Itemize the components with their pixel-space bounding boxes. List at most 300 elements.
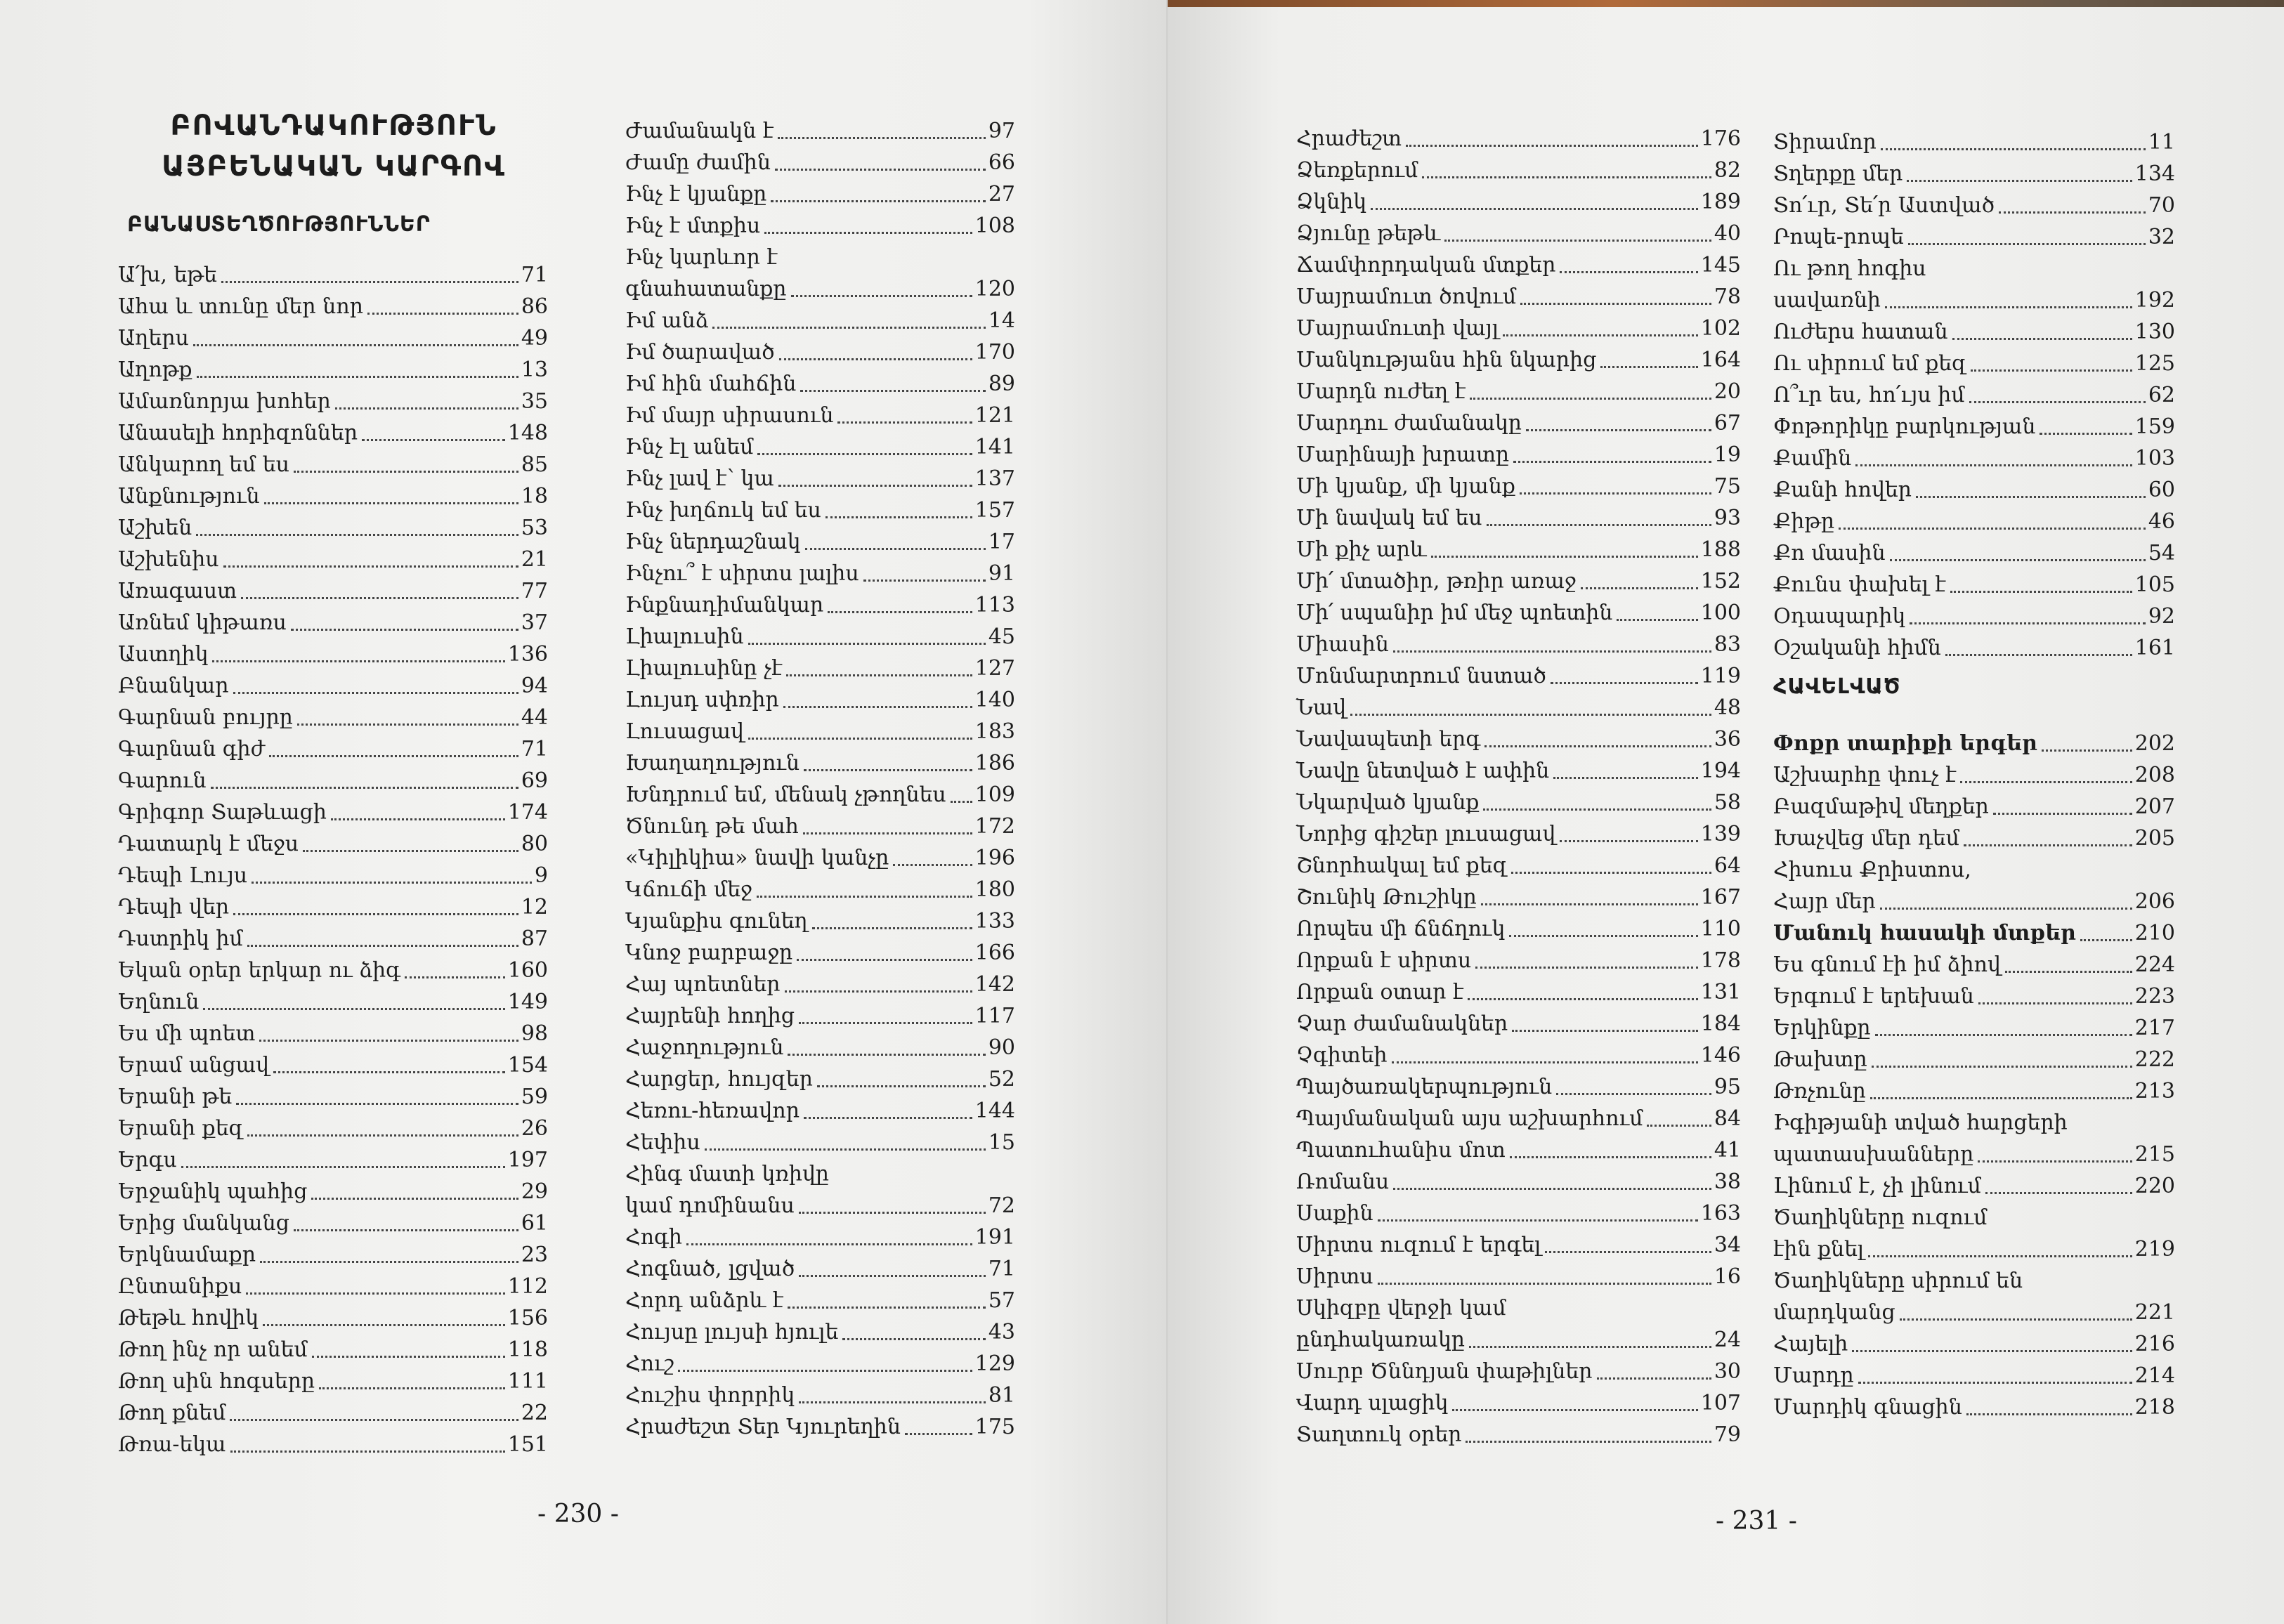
toc-entry	[118, 1049, 548, 1081]
dot-leader	[1868, 1255, 2132, 1257]
entry-title: Երամ անցավ	[118, 1053, 269, 1078]
dot-leader	[1553, 777, 1698, 779]
entry-title: Մարինայի խրատը	[1296, 443, 1510, 467]
entry-page: 92	[2148, 604, 2175, 629]
entry-title: Երանի թե	[118, 1085, 233, 1109]
entry-page: 75	[1714, 474, 1741, 499]
entry-page: 70	[2148, 193, 2175, 218]
entry-title: Հրաժեշտ	[1296, 126, 1402, 151]
entry-title: Սիրտս	[1296, 1264, 1373, 1289]
entry-title: Ժամը ժամին	[625, 150, 771, 175]
entry-title: Ահա և տունը մեր նոր	[118, 294, 363, 319]
entry-title: Գրիգոր Տաթևացի	[118, 800, 327, 825]
dot-leader	[1852, 1350, 2132, 1352]
entry-page: 80	[521, 832, 548, 856]
entry-title: Շունիկ Թուշիկը	[1296, 885, 1477, 910]
entry-page: 174	[507, 800, 548, 825]
dot-leader	[1422, 176, 1711, 178]
entry-page: 17	[988, 530, 1015, 554]
entry-title: Կնոջ բարբաջը	[625, 941, 793, 965]
toc-entry	[118, 449, 548, 480]
entry-page: 159	[2134, 414, 2175, 439]
entry-page: 45	[988, 624, 1015, 649]
toc-title-line1: ԲՈՎԱՆԴԱԿՈՒԹՅՈՒՆ	[170, 110, 497, 142]
entry-title: Որպես մի ճնճղուկ	[1296, 917, 1506, 941]
dot-leader	[1560, 840, 1697, 842]
toc-entry	[625, 368, 1015, 400]
dot-leader	[842, 1338, 985, 1340]
dot-leader	[1526, 429, 1711, 431]
toc-entry	[118, 322, 548, 354]
dot-leader	[223, 565, 518, 568]
entry-page: 148	[507, 421, 548, 445]
dot-leader	[269, 755, 518, 757]
dot-leader	[1545, 1251, 1711, 1253]
entry-title: Վարդ սլացիկ	[1296, 1391, 1449, 1415]
dot-leader	[1560, 271, 1697, 273]
toc-entry-continuation	[625, 273, 1015, 305]
toc-entry	[118, 480, 548, 512]
dot-leader	[1908, 243, 2146, 245]
dot-leader	[1393, 1188, 1711, 1190]
entry-page: 93	[1714, 506, 1741, 530]
toc-entry	[625, 463, 1015, 495]
entry-page: 84	[1714, 1106, 1741, 1131]
entry-title: Շնորհակալ եմ քեզ	[1296, 853, 1508, 878]
dot-leader	[1581, 587, 1698, 589]
entry-title: «Կիլիկիա» նավի կանչը	[625, 846, 889, 870]
entry-page: 64	[1714, 853, 1741, 878]
entry-page: 151	[507, 1432, 548, 1457]
entry-title: Երջանիկ պահից	[118, 1179, 308, 1204]
entry-page: 157	[974, 498, 1015, 523]
entry-title: Գարուն	[118, 768, 207, 793]
entry-title: Իմ ծարաված	[625, 340, 775, 365]
dot-leader	[259, 1040, 518, 1042]
entry-page: 100	[1700, 601, 1741, 625]
dot-leader	[804, 769, 972, 771]
dot-leader	[1872, 1066, 2132, 1068]
entry-page: 214	[2134, 1363, 2175, 1388]
entry-title: Ճամփորդական մտքեր	[1296, 253, 1556, 277]
entry-title: Կյանքիս գունեղ	[625, 909, 808, 934]
toc-entry	[1296, 976, 1741, 1008]
toc-entry	[1773, 1265, 2175, 1297]
toc-entry	[1773, 949, 2175, 981]
toc-entry	[1773, 632, 2175, 664]
entry-page: 78	[1714, 284, 1741, 309]
toc-entry	[1773, 316, 2175, 348]
entry-title: Մայրամուտի վայլ	[1296, 316, 1499, 341]
toc-entry	[118, 291, 548, 322]
entry-page: 97	[988, 119, 1015, 143]
toc-entry-continuation	[1773, 1297, 2175, 1328]
dot-leader	[294, 471, 518, 473]
entry-page: 133	[974, 909, 1015, 934]
entry-title: Հեռու-հեռավոր	[625, 1099, 800, 1123]
toc-entry	[1773, 411, 2175, 443]
entry-title: Թռա-եկա	[118, 1432, 226, 1457]
toc-entry	[1773, 1328, 2175, 1360]
toc-entry	[1773, 379, 2175, 411]
toc-entry	[1296, 155, 1741, 186]
entry-page: 142	[974, 972, 1015, 997]
entry-title: Դեպի վեր	[118, 895, 230, 919]
dot-leader	[273, 1071, 505, 1073]
entry-title: Քունս փախել է	[1773, 572, 1946, 597]
toc-entry	[1296, 502, 1741, 534]
dot-leader	[1393, 650, 1711, 653]
entry-page: 95	[1714, 1075, 1741, 1099]
entry-page: 131	[1700, 980, 1741, 1004]
entry-page: 37	[521, 610, 548, 635]
dot-leader	[893, 864, 972, 866]
entry-title: Բնանկար	[118, 674, 229, 698]
entry-title: Մոնմարտրում նստած	[1296, 664, 1546, 688]
entry-page: 172	[974, 814, 1015, 839]
entry-title: Իմ մայր սիրասուն	[625, 403, 834, 428]
entry-page: 13	[521, 358, 548, 382]
toc-entry	[118, 607, 548, 639]
toc-entry	[118, 575, 548, 607]
dot-leader	[297, 723, 518, 726]
entry-title: Ինքնադիմանկար	[625, 593, 824, 617]
entry-title: Ո՞ւր ես, հո՛ւյս իմ	[1773, 383, 1965, 407]
entry-page: 44	[521, 705, 548, 730]
dot-leader	[2042, 749, 2132, 752]
dot-leader	[863, 579, 986, 582]
toc-entry	[118, 544, 548, 575]
entry-page: 154	[507, 1053, 548, 1078]
dot-leader	[196, 534, 518, 536]
dot-leader	[1466, 1441, 1711, 1443]
toc-entry	[625, 874, 1015, 905]
entry-title: Երանի քեզ	[118, 1116, 244, 1141]
toc-entry	[625, 558, 1015, 589]
entry-title: Երկինքը	[1773, 1016, 1871, 1040]
entry-title: Ինչ լավ է՝ կա	[625, 466, 774, 491]
entry-page: 130	[2134, 320, 2175, 344]
dot-leader	[236, 1103, 518, 1105]
dot-leader	[1855, 464, 2132, 466]
entry-page: 178	[1700, 948, 1741, 973]
toc-entry	[625, 589, 1015, 621]
toc-entry	[625, 653, 1015, 684]
dot-leader	[1513, 461, 1711, 463]
toc-entry	[1773, 190, 2175, 221]
dot-leader	[1952, 338, 2132, 340]
dot-leader	[748, 738, 972, 740]
toc-entry	[625, 336, 1015, 368]
dot-leader	[1551, 682, 1698, 684]
dot-leader	[1484, 745, 1711, 747]
entry-page: 197	[507, 1148, 548, 1172]
entry-title: Երկնամաքր	[118, 1243, 256, 1267]
dot-leader	[2005, 971, 2132, 973]
dot-leader	[233, 913, 518, 915]
entry-title: Թեթև հովիկ	[118, 1306, 259, 1330]
entry-page: 205	[2134, 826, 2175, 851]
dot-leader	[788, 1307, 986, 1309]
entry-title: Ամառնորյա խոհեր	[118, 389, 331, 414]
toc-entry	[1296, 1292, 1741, 1324]
dot-leader	[757, 896, 972, 898]
entry-page: 146	[1700, 1043, 1741, 1068]
toc-entry	[1296, 1008, 1741, 1040]
entry-page: 61	[521, 1211, 548, 1236]
dot-leader	[797, 959, 972, 961]
entry-page: 144	[974, 1099, 1015, 1123]
entry-title: Ծաղիկները սիրում են	[1773, 1269, 2023, 1293]
toc-entry	[1773, 917, 2175, 949]
entry-title: Ինչու՞ է սիրտս լալիս	[625, 561, 859, 586]
dot-leader	[247, 945, 518, 947]
dot-leader	[805, 548, 986, 550]
entry-page: 21	[521, 547, 548, 572]
toc-entry	[1296, 281, 1741, 313]
dot-leader	[2080, 939, 2132, 941]
toc-entry	[625, 1000, 1015, 1032]
entry-page: 58	[1714, 790, 1741, 815]
entry-title: Եկան օրեր երկար ու ձիգ	[118, 958, 401, 983]
toc-entry	[118, 512, 548, 544]
dot-leader	[1971, 369, 2132, 372]
entry-page: 79	[1714, 1422, 1741, 1447]
entry-page: 141	[974, 435, 1015, 459]
entry-page: 191	[974, 1225, 1015, 1250]
toc-entry	[118, 1334, 548, 1366]
entry-page: 87	[521, 926, 548, 951]
dot-leader	[260, 1261, 518, 1263]
dot-leader	[788, 1054, 985, 1056]
toc-entry	[1296, 1198, 1741, 1229]
entry-page: 82	[1714, 158, 1741, 183]
toc-entry	[1296, 344, 1741, 376]
dot-leader	[193, 344, 518, 346]
toc-entry	[1773, 253, 2175, 284]
entry-title: Նորից գիշեր լուսացավ	[1296, 822, 1556, 846]
dot-leader	[905, 1433, 972, 1435]
entry-page: 223	[2134, 984, 2175, 1009]
toc-entry	[118, 1018, 548, 1049]
entry-page: 102	[1700, 316, 1741, 341]
dot-leader	[1617, 619, 1697, 621]
entry-page: 134	[2134, 162, 2175, 186]
entry-page: 149	[507, 990, 548, 1014]
dot-leader	[812, 927, 972, 929]
toc-entry	[118, 955, 548, 986]
entry-title: Իմ անձ	[625, 308, 709, 333]
toc-entry	[1773, 1044, 2175, 1075]
entry-page: 110	[1700, 917, 1741, 941]
entry-title: Նկարված կյանք	[1296, 790, 1480, 815]
toc-entry	[1773, 126, 2175, 158]
entry-page: 186	[974, 751, 1015, 775]
dot-leader	[1431, 556, 1698, 558]
entry-title: Ծնունդ թե մահ	[625, 814, 799, 839]
entry-page: 218	[2134, 1395, 2175, 1420]
entry-page: 188	[1700, 537, 1741, 562]
entry-title: Խաղաղություն	[625, 751, 800, 775]
dot-leader	[1880, 908, 2132, 910]
dot-leader	[1978, 1002, 2132, 1004]
entry-page: 67	[1714, 411, 1741, 436]
entry-page: 137	[974, 466, 1015, 491]
entry-page: 35	[521, 389, 548, 414]
toc-entry	[118, 1429, 548, 1460]
toc-entry	[1773, 601, 2175, 632]
entry-title: Ինչ կարևոր է	[625, 245, 778, 270]
toc-entry	[625, 115, 1015, 147]
entry-page: 166	[974, 941, 1015, 965]
dot-leader	[705, 1148, 986, 1151]
entry-page: 107	[1700, 1391, 1741, 1415]
entry-title: Հինգ մատի կռիվը	[625, 1162, 829, 1186]
entry-title: Թող սին հոգսերը	[118, 1369, 315, 1394]
toc-entry	[118, 765, 548, 797]
dot-leader	[1556, 1093, 1711, 1095]
entry-title: Մի նավակ եմ ես	[1296, 506, 1482, 530]
toc-entry	[118, 1366, 548, 1397]
toc-entry	[118, 1081, 548, 1113]
entry-page: 170	[974, 340, 1015, 365]
entry-page: 215	[2134, 1142, 2175, 1167]
dot-leader	[1839, 528, 2146, 530]
dot-leader	[230, 1419, 518, 1421]
dot-leader	[775, 169, 986, 171]
entry-title: Հարցեր, հույզեր	[625, 1067, 813, 1092]
toc-entry	[625, 242, 1015, 273]
dot-leader	[2040, 433, 2132, 435]
toc-entry	[1296, 1040, 1741, 1071]
entry-title: Դստրիկ իմ	[118, 926, 243, 951]
dot-leader	[1875, 1034, 2132, 1036]
entry-title: Ես մի պոետ	[118, 1021, 256, 1046]
dot-leader	[1511, 872, 1711, 874]
entry-title: Հոգնած, լցված	[625, 1257, 795, 1281]
entry-page: 111	[507, 1369, 548, 1394]
entry-page: 145	[1700, 253, 1741, 277]
toc-entry	[118, 1397, 548, 1429]
dot-leader	[241, 597, 518, 599]
entry-title-continued: մարդկանց	[1773, 1300, 1895, 1325]
toc-entry	[625, 1411, 1015, 1443]
entry-title: Փոթորիկը բարկության	[1773, 414, 2036, 439]
dot-leader	[748, 643, 986, 645]
entry-page: 15	[988, 1130, 1015, 1155]
dot-leader	[1945, 654, 2132, 656]
dot-leader	[800, 390, 985, 392]
entry-title: Հաջողություն	[625, 1035, 784, 1060]
entry-title: Իմ հին մահճին	[625, 372, 797, 396]
entry-title: Խնդրում եմ, մենակ չթողնես	[625, 782, 946, 807]
entry-title: Թախտը	[1773, 1047, 1867, 1072]
entry-title: Թող ինչ որ անեմ	[118, 1337, 308, 1362]
entry-page: 20	[1714, 379, 1741, 404]
entry-title: Նավ	[1296, 695, 1347, 720]
entry-page: 160	[507, 958, 548, 983]
entry-page: 41	[1714, 1138, 1741, 1163]
entry-page: 210	[2134, 921, 2175, 945]
dot-leader	[291, 629, 518, 631]
page-number-left: - 230 -	[537, 1500, 619, 1528]
dot-leader	[1512, 1030, 1698, 1032]
dot-leader	[1510, 1156, 1711, 1158]
entry-title: Լուսացավ	[625, 719, 744, 744]
toc-entry	[625, 811, 1015, 842]
entry-page: 91	[988, 561, 1015, 586]
entry-title: Ծաղիկները ուզում	[1773, 1205, 1988, 1230]
entry-page: 113	[974, 593, 1015, 617]
entry-title: Չար ժամանակներ	[1296, 1011, 1508, 1036]
entry-page: 217	[2134, 1016, 2175, 1040]
entry-title: Մարդը	[1773, 1363, 1854, 1388]
entry-page: 103	[2134, 446, 2175, 471]
dot-leader	[1907, 180, 2132, 182]
entry-title-continued: սավառնի	[1773, 288, 1881, 313]
entry-title: Ինչ էլ անեմ	[625, 435, 754, 459]
toc-entry	[1773, 1107, 2175, 1139]
toc-entry	[1296, 723, 1741, 755]
toc-entry	[1773, 474, 2175, 506]
entry-page: 192	[2134, 288, 2175, 313]
entry-page: 125	[2134, 351, 2175, 376]
toc-entry	[1773, 1075, 2175, 1107]
toc-entry	[1296, 186, 1741, 218]
entry-title: Մայրամուտ ծովում	[1296, 284, 1517, 309]
toc-entry	[1296, 629, 1741, 660]
entry-page: 118	[507, 1337, 548, 1362]
entry-title: Մի քիչ արև	[1296, 537, 1427, 562]
entry-page: 207	[2134, 794, 2175, 819]
dot-leader	[1964, 844, 2132, 846]
dot-leader	[803, 832, 972, 834]
toc-entry	[1296, 787, 1741, 818]
dot-leader	[771, 200, 985, 202]
dot-leader	[804, 1117, 972, 1119]
entry-page: 167	[1700, 885, 1741, 910]
entry-title: Աշխենիս	[118, 547, 219, 572]
dot-leader	[335, 407, 518, 410]
entry-page: 66	[988, 150, 1015, 175]
toc-entry	[625, 1222, 1015, 1253]
toc-entry	[118, 1302, 548, 1334]
toc-entry	[1296, 597, 1741, 629]
dot-leader	[757, 453, 972, 455]
section-heading-appendix: ՀԱՎԵԼՎԱԾ	[1773, 674, 1901, 699]
page-number-right: - 231 -	[1716, 1507, 1797, 1535]
entry-page: 161	[2134, 636, 2175, 660]
dot-leader	[246, 1292, 504, 1295]
entry-title: Ընտանիքս	[118, 1274, 242, 1299]
entry-page: 81	[988, 1383, 1015, 1408]
entry-page: 11	[2148, 130, 2175, 155]
entry-title: Ռոմանս	[1296, 1170, 1390, 1194]
entry-page: 32	[2148, 225, 2175, 249]
entry-title-continued: գնահատանքը	[625, 277, 787, 301]
dot-leader	[778, 137, 986, 139]
dot-leader	[311, 1198, 518, 1200]
entry-page: 18	[521, 484, 548, 509]
entry-title: Հիսուս Քրիստոս,	[1773, 858, 1971, 882]
toc-entry	[1773, 1170, 2175, 1202]
dot-leader	[1469, 1346, 1711, 1348]
entry-page: 156	[507, 1306, 548, 1330]
entry-title: Քո մասին	[1773, 541, 1886, 565]
toc-entry	[1296, 376, 1741, 407]
dot-leader	[1858, 1382, 2132, 1384]
entry-title: Հուշ	[625, 1351, 674, 1376]
